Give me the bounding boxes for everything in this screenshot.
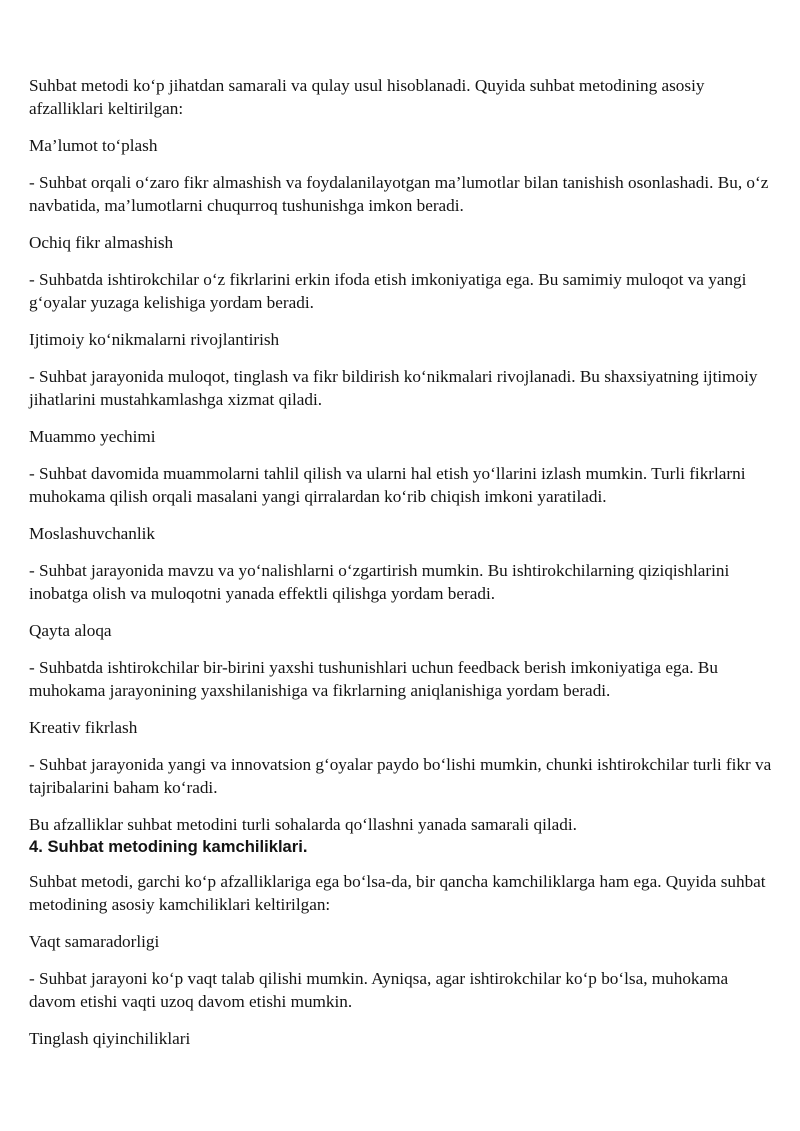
- advantage-description: - Suhbat jarayonida yangi va innovatsion g‘oyalar paydo bo‘lishi mumkin, chunki ishtirokchilar turli fikr va tajribalarini baham ko‘radi.: [29, 755, 772, 797]
- advantage-title: Kreativ fikrlash: [29, 718, 138, 737]
- disadvantage-title: Vaqt samaradorligi: [29, 932, 160, 951]
- advantage-title: Ijtimoiy ko‘nikmalarni rivojlantirish: [29, 330, 280, 349]
- advantage-title: Qayta aloqa: [29, 621, 112, 640]
- advantages-conclusion: Bu afzalliklar suhbat metodini turli sohalarda qo‘llashni yanada samarali qiladi.: [29, 815, 577, 834]
- advantage-description: - Suhbat orqali o‘zaro fikr almashish va foydalanilayotgan ma’lumotlar bilan tanishish osonlashadi. Bu, o‘z navbatida, ma’lumotlarni chuqurroq tushunishga imkon beradi.: [29, 173, 769, 215]
- disadvantage-description: - Suhbat jarayoni ko‘p vaqt talab qilishi mumkin. Ayniqsa, agar ishtirokchilar ko‘p bo‘lsa, muhokama davom etishi vaqti uzoq davom etishi mumkin.: [29, 969, 729, 1011]
- disadvantage-title: Tinglash qiyinchiliklari: [29, 1029, 191, 1048]
- intro-paragraph: Suhbat metodi ko‘p jihatdan samarali va qulay usul hisoblanadi. Quyida suhbat metodining asosiy afzalliklari keltirilgan:: [29, 76, 705, 118]
- section-heading: 4. Suhbat metodining kamchiliklari.: [29, 837, 308, 856]
- advantage-title: Ochiq fikr almashish: [29, 233, 174, 252]
- advantage-title: Ma’lumot to‘plash: [29, 136, 158, 155]
- disadvantages-intro: Suhbat metodi, garchi ko‘p afzalliklariga ega bo‘lsa-da, bir qancha kamchiliklarga ham ega. Quyida suhbat metodining asosiy kamchiliklari keltirilgan:: [29, 872, 766, 914]
- advantage-description: - Suhbat jarayonida mavzu va yo‘nalishlarni o‘zgartirish mumkin. Bu ishtirokchilarning qiziqishlarini inobatga olish va muloqotni yanada effektli qilishga yordam beradi.: [29, 561, 730, 603]
- document-page: [29, 74, 774, 1064]
- advantage-title: Muammo yechimi: [29, 427, 156, 446]
- advantage-description: - Suhbatda ishtirokchilar o‘z fikrlarini erkin ifoda etish imkoniyatiga ega. Bu samimiy muloqot va yangi g‘oyalar yuzaga kelishiga yordam beradi.: [29, 270, 747, 312]
- advantage-title: Moslashuvchanlik: [29, 524, 156, 543]
- advantage-description: - Suhbatda ishtirokchilar bir-birini yaxshi tushunishlari uchun feedback berish imkoniyatiga ega. Bu muhokama jarayonining yaxshilanishiga va fikrlarning aniqlanishiga yordam beradi.: [29, 658, 718, 700]
- advantage-description: - Suhbat davomida muammolarni tahlil qilish va ularni hal etish yo‘llarini izlash mumkin. Turli fikrlarni muhokama qilish orqali masalani yangi qirralardan ko‘rib chiqish imkoni yaratiladi.: [29, 464, 746, 506]
- advantage-description: - Suhbat jarayonida muloqot, tinglash va fikr bildirish ko‘nikmalari rivojlanadi. Bu shaxsiyatning ijtimoiy jihatlarini mustahkamlashga xizmat qiladi.: [29, 367, 758, 409]
